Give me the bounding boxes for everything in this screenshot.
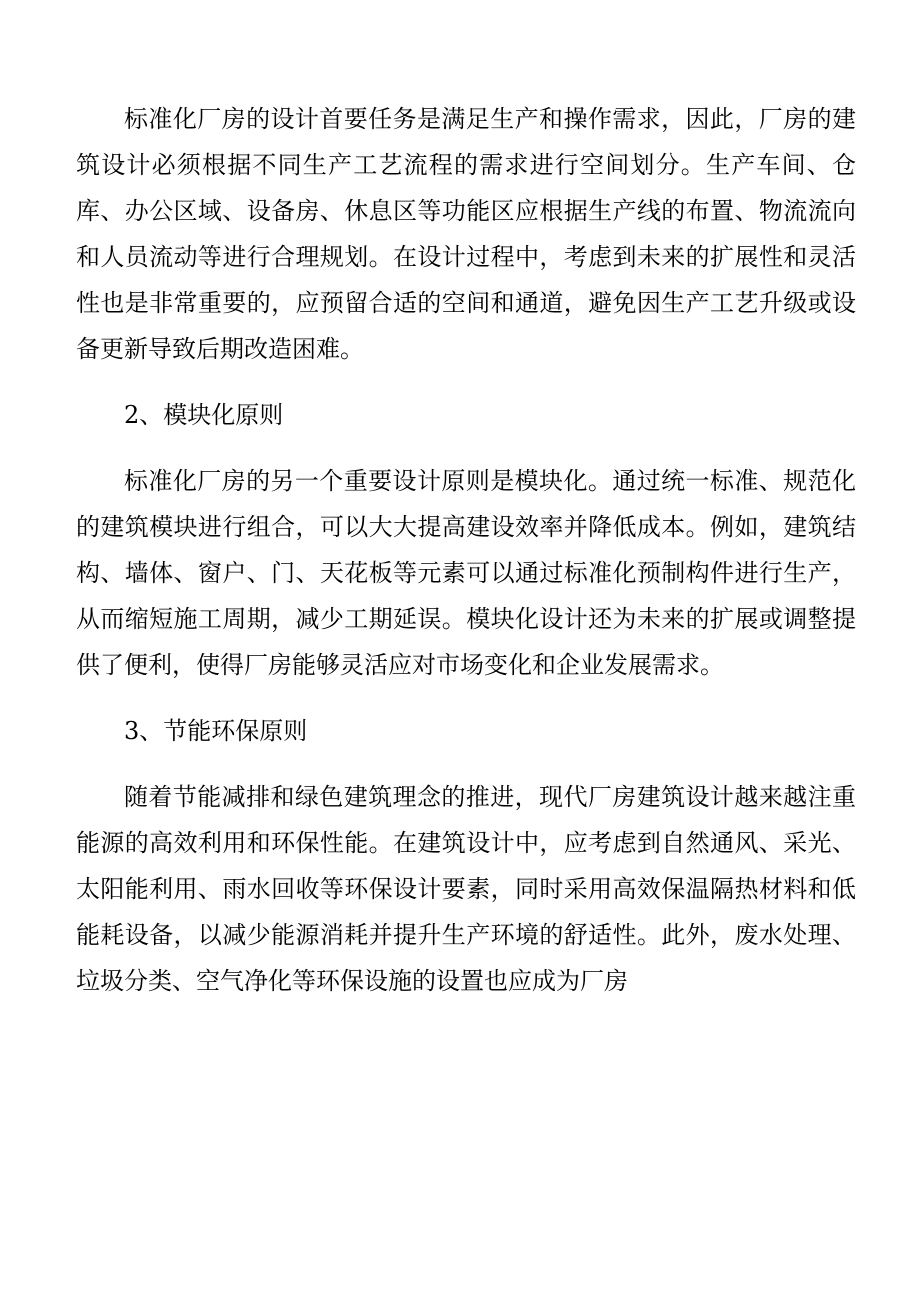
paragraph-modular-design: 标准化厂房的另一个重要设计原则是模块化。通过统一标准、规范化的建筑模块进行组合，可以大大提高建设效率并降低成本。例如，建筑结构、墙体、窗户、门、天花板等元素可以通过标准化预制构件进行生产，从而缩短施工周期，减少工期延误。模块化设计还为未来的扩展或调整提供了便利，使得厂房能够灵活应对市场变化和企业发展需求。 (76, 467, 856, 679)
section-heading-energy-saving-principle: 3、节能环保原则 (124, 717, 308, 745)
paragraph-energy-saving-design: 随着节能减排和绿色建筑理念的推进，现代厂房建筑设计越来越注重能源的高效利用和环保性能。在建筑设计中，应考虑到自然通风、采光、太阳能利用、雨水回收等环保设计要素，同时采用高效保温隔热材料和低能耗设备，以减少能源消耗并提升生产环境的舒适性。此外，废水处理、垃圾分类、空气净化等环保设施的设置也应成为厂房 (76, 783, 856, 995)
paragraph-functional-design: 标准化厂房的设计首要任务是满足生产和操作需求，因此，厂房的建筑设计必须根据不同生产工艺流程的需求进行空间划分。生产车间、仓库、办公区域、设备房、休息区等功能区应根据生产线的布置、物流流向和人员流动等进行合理规划。在设计过程中，考虑到未来的扩展性和灵活性也是非常重要的，应预留合适的空间和通道，避免因生产工艺升级或设备更新导致后期改造困难。 (76, 105, 856, 363)
document-body (76, 96, 856, 1024)
section-heading-modular-principle: 2、模块化原则 (124, 401, 284, 429)
